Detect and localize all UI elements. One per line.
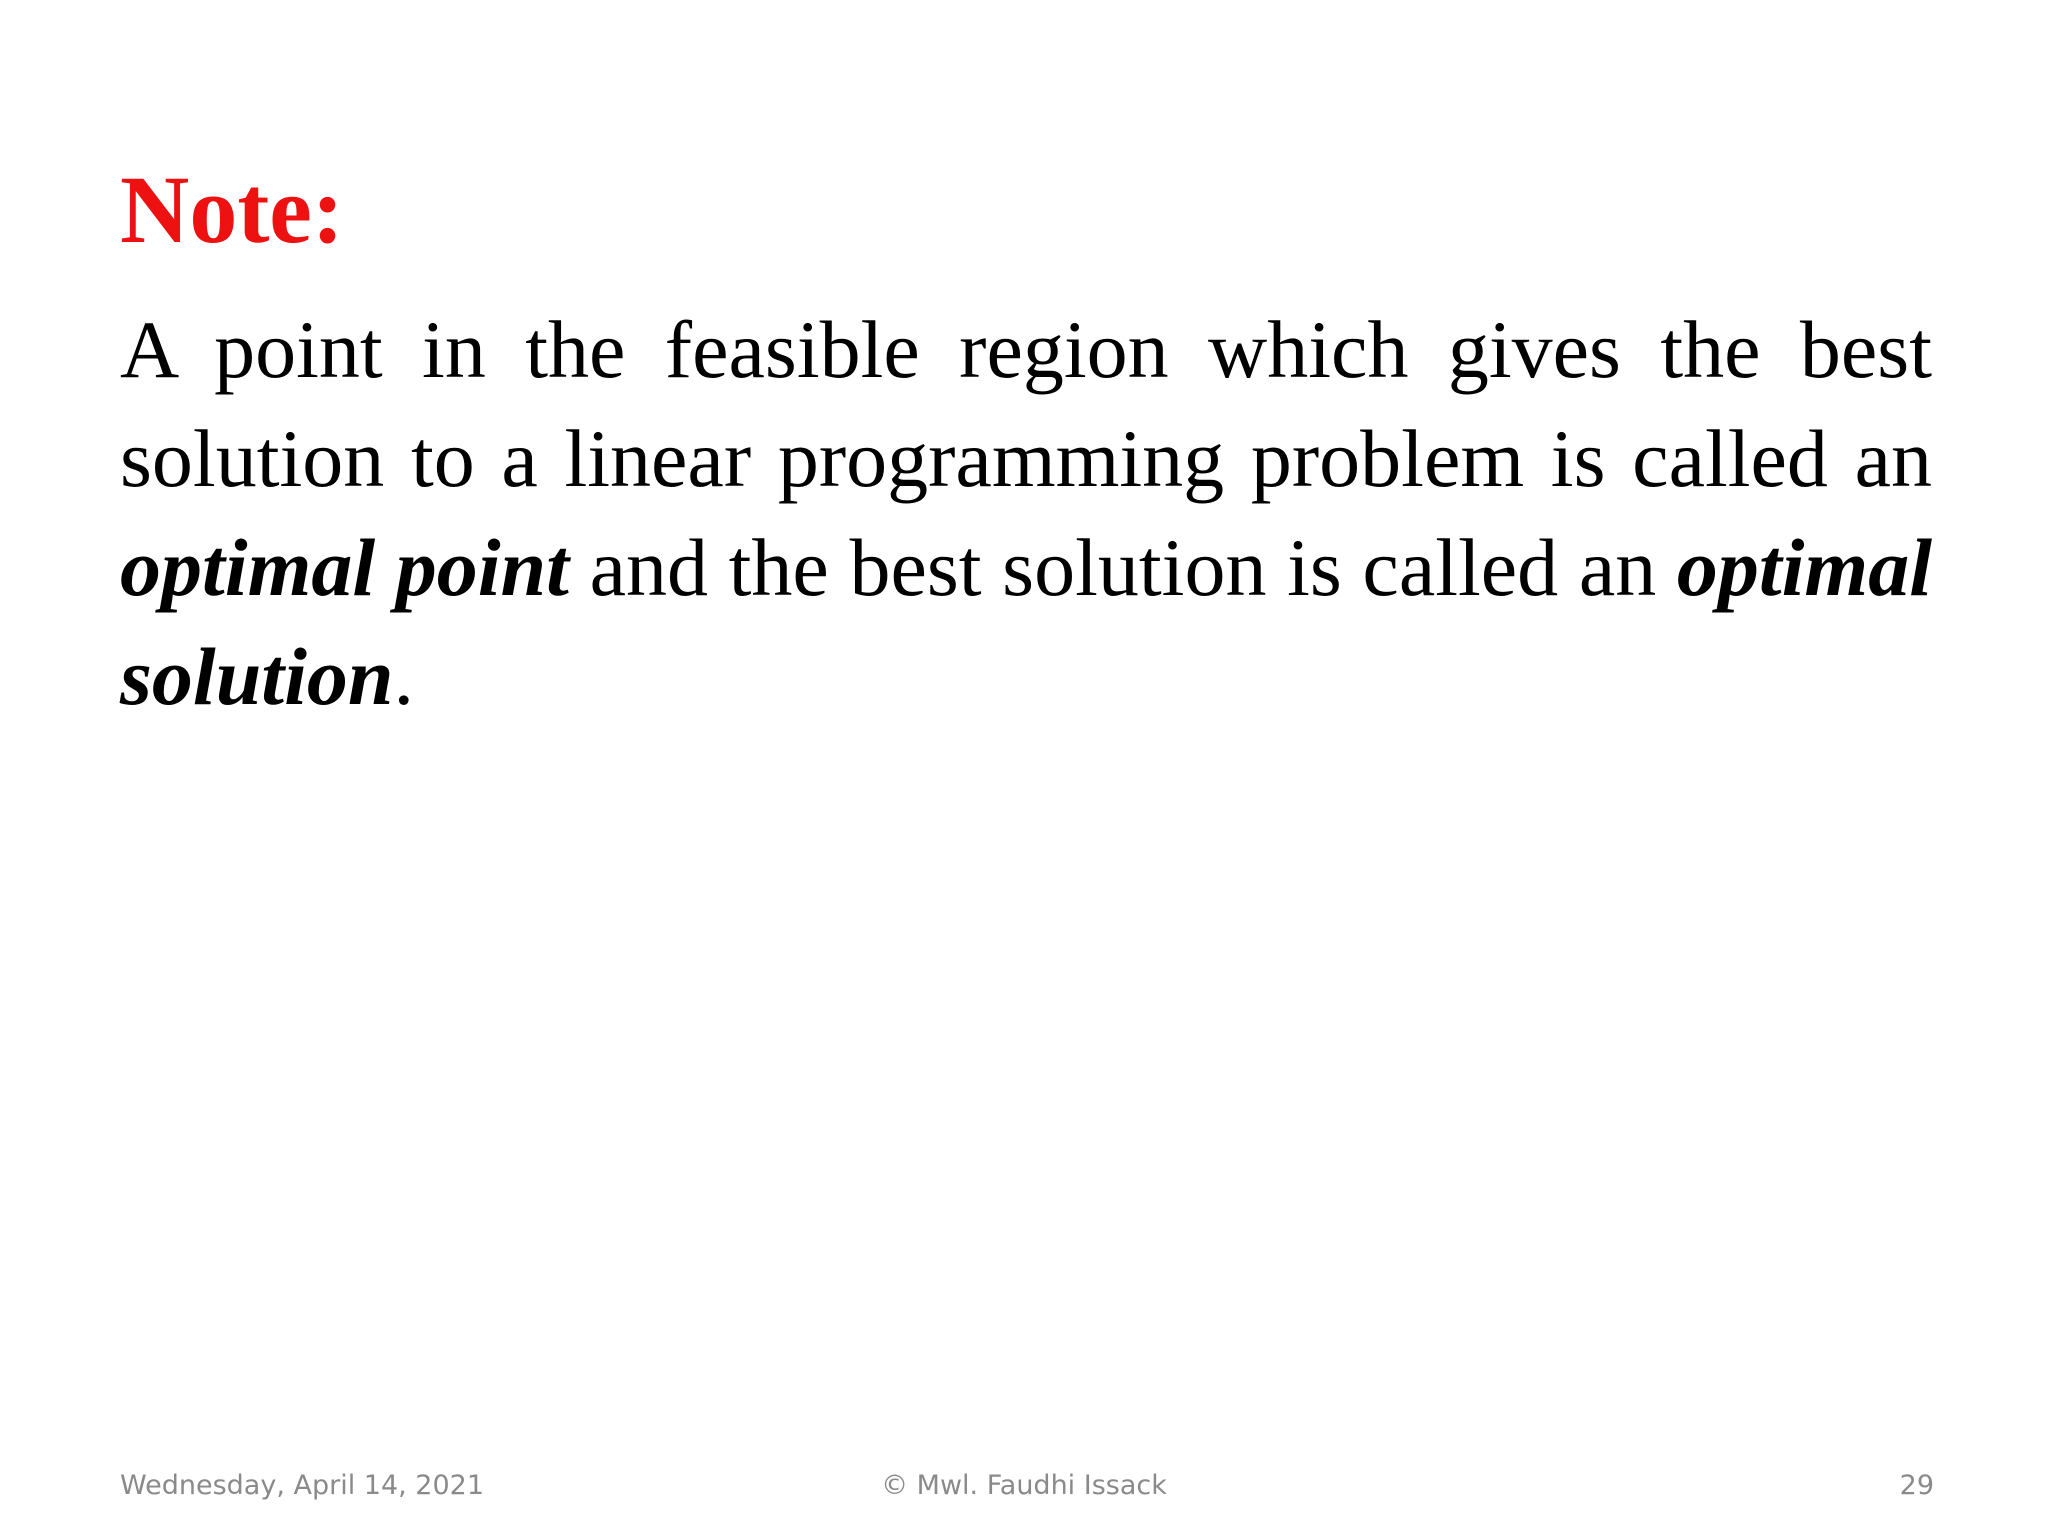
body-text-part-2: and the best solution is called an (568, 522, 1677, 613)
slide-page-number: 29 (1899, 1470, 1934, 1501)
body-text-part-1: A point in the feasible region which gives the best solution to a linear programming problem is called an (120, 304, 1932, 504)
footer-date: Wednesday, April 14, 2021 (120, 1470, 485, 1501)
term-optimal-solution: optimal solution (120, 522, 1932, 722)
definition-paragraph (120, 295, 1932, 731)
footer-credit: © Mwl. Faudhi Issack (881, 1470, 1167, 1501)
term-optimal-point: optimal point (120, 522, 569, 613)
note-heading: Note: (120, 156, 344, 263)
body-text-part-3: . (393, 631, 414, 722)
note-body (120, 295, 1932, 731)
